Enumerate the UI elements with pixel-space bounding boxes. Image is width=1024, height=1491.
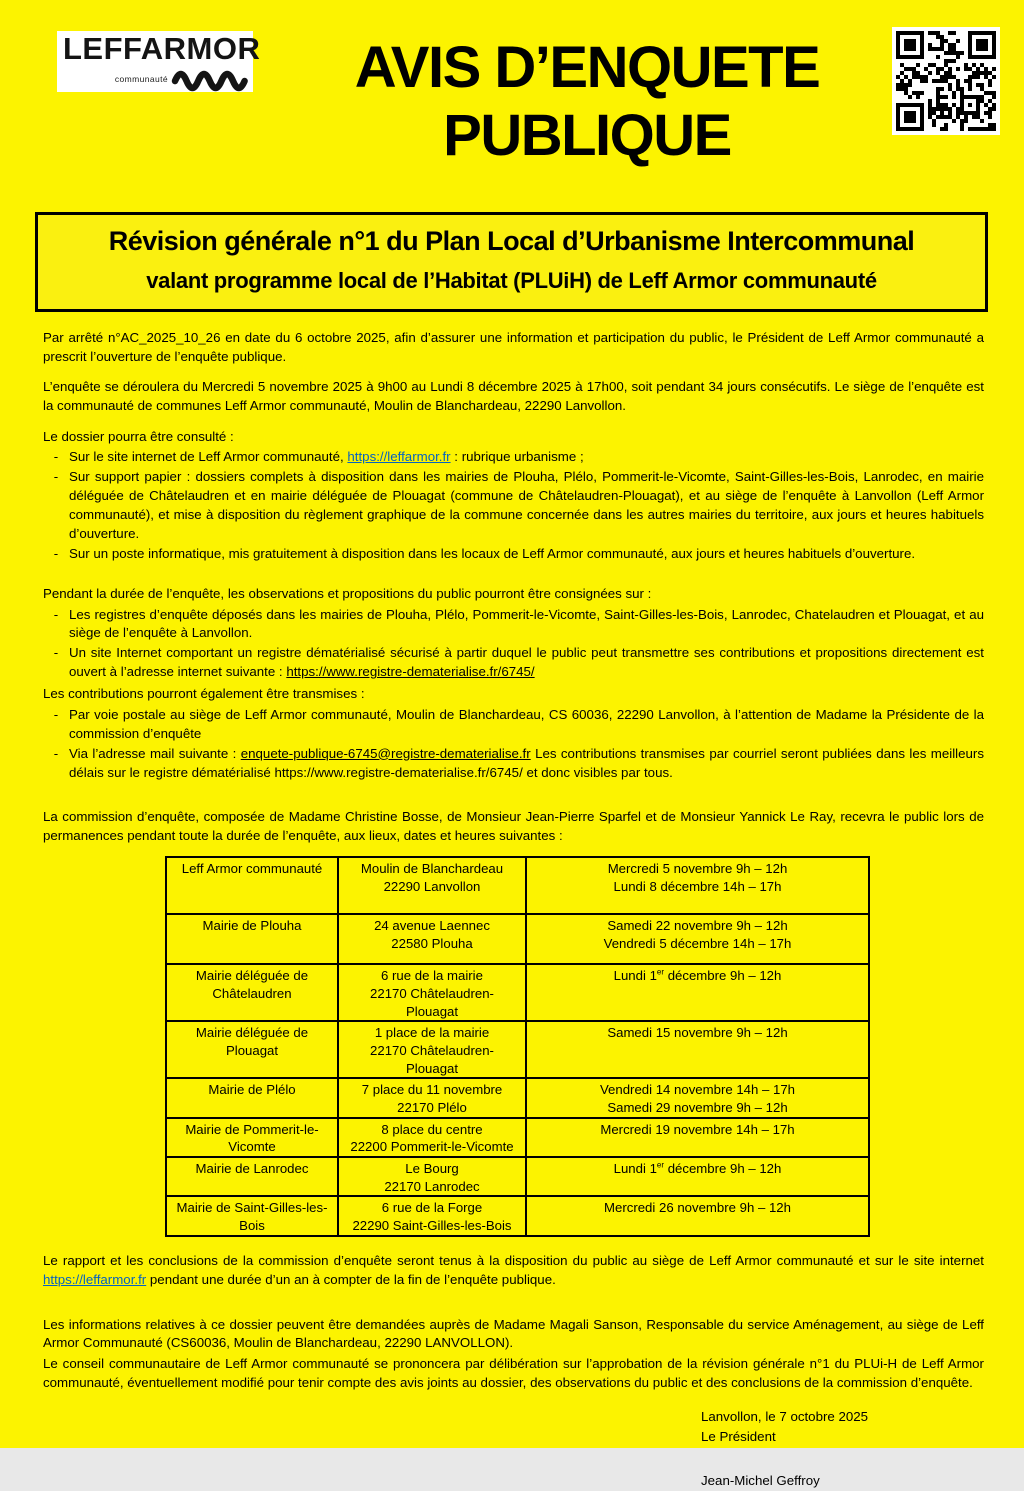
text-segment: Sur le site internet de Leff Armor communauté, [69, 449, 348, 465]
table-row [166, 1021, 869, 1078]
cell-place: Mairie de Plouha [166, 914, 338, 964]
table-row [166, 1118, 869, 1157]
cell-times: Mercredi 26 novembre 9h – 12h [526, 1196, 869, 1235]
text-segment: pendant une durée d’un an à compter de la fin de l’enquête publique. [146, 1271, 556, 1287]
bullet-marker: - [53, 745, 59, 761]
leffarmor-logo [57, 31, 261, 92]
text-segment: Les contributions transmises par courriel seront publiées dans les meilleurs délais sur le registre dématérialisé https://www.registre-dematerialise.fr/6745/ et donc visibles par tous. [69, 745, 984, 780]
text-segment: : rubrique urbanisme ; [450, 449, 584, 465]
cell-address: Moulin de Blanchardeau 22290 Lanvollon [338, 857, 526, 914]
registre-dematerialise-link[interactable]: https://www.registre-dematerialise.fr/6745/ [286, 664, 535, 680]
bullet-marker: - [53, 449, 59, 465]
cell-place: Mairie de Pommerit-le-Vicomte [166, 1118, 338, 1157]
cell-times: Samedi 15 novembre 9h – 12h [526, 1021, 869, 1078]
rapport-paragraph [43, 1252, 984, 1290]
banner-line-2: valant programme local de l’Habitat (PLUiH) de Leff Armor communauté [146, 268, 877, 293]
cell-address: 1 place de la mairie 22170 Châtelaudren- Plouagat [338, 1021, 526, 1078]
wave-icon [171, 64, 247, 90]
notice-body [0, 329, 1024, 1491]
intro-paragraph-1: Par arrêté n°AC_2025_10_26 en date du 6 octobre 2025, afin d’assurer une information et participation du public, le Président de Leff Armor communauté a prescrit l’ouverture de l’enquête publique. [43, 330, 984, 364]
cell-address: 8 place du centre 22200 Pommerit-le-Vicomte [338, 1118, 526, 1157]
dossier-heading: Le dossier pourra être consulté : [43, 428, 234, 444]
list-item [43, 644, 984, 682]
list-item-text: Sur un poste informatique, mis gratuitement à disposition dans les locaux de Leff Armor communauté, aux jours et heures habituels d’ouverture. [69, 545, 916, 561]
table-row [166, 1196, 869, 1235]
title-line-1: AVIS D’ENQUETE [354, 35, 820, 100]
list-item [43, 745, 984, 783]
contributions-list [43, 706, 984, 783]
cell-times: Mercredi 5 novembre 9h – 12h Lundi 8 décembre 14h – 17h [526, 857, 869, 914]
banner-line-1: Révision générale n°1 du Plan Local d’Urbanisme Intercommunal [108, 226, 915, 256]
conseil-paragraph: Le conseil communautaire de Leff Armor communauté se prononcera par délibération sur l’approbation de la révision générale n°1 du PLUi-H de Leff Armor communauté, éventuellement modifié pour tenir compte des avis joints au dossier, des observations du public et des conclusions de la commission d’enquête. [43, 1356, 984, 1391]
list-item [43, 468, 984, 544]
cell-place: Mairie déléguée de Châtelaudren [166, 964, 338, 1021]
text-segment: Le rapport et les conclusions de la commission d’enquête seront tenus à la disposition du public au siège de Leff Armor communauté et sur le site internet [43, 1252, 984, 1268]
cell-times: Samedi 22 novembre 9h – 12h Vendredi 5 décembre 14h – 17h [526, 914, 869, 964]
infos-paragraph: Les informations relatives à ce dossier peuvent être demandées auprès de Madame Magali Sanson, Responsable du service Aménagement, au siège de Leff Armor Communauté (CS60036, Moulin de Blanchardeau, 22290 LANVOLLON). [43, 1316, 984, 1351]
cell-address: 6 rue de la mairie 22170 Châtelaudren- Plouagat [338, 964, 526, 1021]
table-row [166, 964, 869, 1021]
header [0, 0, 1024, 206]
bullet-marker: - [53, 606, 59, 622]
cell-times: Lundi 1er décembre 9h – 12h [526, 964, 869, 1021]
dossier-list [43, 448, 984, 563]
qr-code [892, 27, 1000, 135]
table-row [166, 857, 869, 914]
list-item [43, 706, 984, 744]
cell-times: Vendredi 14 novembre 14h – 17h Samedi 29 novembre 9h – 12h [526, 1078, 869, 1117]
cell-place: Leff Armor communauté [166, 857, 338, 914]
logo-text: LEFFARMOR [63, 31, 261, 66]
list-item [43, 448, 984, 467]
cell-times: Lundi 1er décembre 9h – 12h [526, 1157, 869, 1196]
signature-name: Jean-Michel Geffroy [701, 1472, 820, 1488]
signature-block [701, 1407, 984, 1491]
list-item-text [69, 745, 984, 783]
cell-place: Mairie de Saint-Gilles-les-Bois [166, 1196, 338, 1235]
list-item [43, 606, 984, 644]
list-item [43, 545, 984, 564]
logo-subtitle: communauté [114, 74, 168, 84]
list-item-text [69, 448, 984, 467]
text-segment: Un site Internet comportant un registre dématérialisé sécurisé à partir duquel le public peut transmettre ses contributions et propositions directement est ouvert à l’adresse internet suivante : [69, 645, 984, 680]
bullet-marker: - [53, 545, 59, 561]
observations-heading: Pendant la durée de l’enquête, les observations et propositions du public pourront être consignées sur : [43, 585, 652, 601]
contributions-heading: Les contributions pourront également être transmises : [43, 686, 365, 701]
signature-role: Le Président [701, 1428, 776, 1444]
signature-place-date: Lanvollon, le 7 octobre 2025 [701, 1409, 869, 1424]
bullet-marker: - [53, 469, 59, 485]
cell-place: Mairie déléguée de Plouagat [166, 1021, 338, 1078]
cell-address: 24 avenue Laennec 22580 Plouha [338, 914, 526, 964]
commission-paragraph: La commission d’enquête, composée de Madame Christine Bosse, de Monsieur Jean-Pierre Sparfel et de Monsieur Yannick Le Ray, recevra le public lors de permanences pendant toute la durée de l’enquête, aux lieux, dates et heures suivantes : [43, 809, 984, 844]
list-item-text: Sur support papier : dossiers complets à disposition dans les mairies de Plouha, Plélo, Pommerit-le-Vicomte, Saint-Gilles-les-Bois, Lanrodec, en mairie déléguée de Châtelaudren et en mairie déléguée de Plouagat (commune de Châtelaudren-Plouagat), et au siège de l’enquête à Lanvollon (Leff Armor communauté), et mise à disposition du règlement graphique de la commune concernée dans les autres mairies du territoire, aux jours et heures habituels d’ouverture. [69, 469, 984, 541]
permanences-table [165, 856, 870, 1237]
table-row [166, 1157, 869, 1196]
list-item-text: Les registres d’enquête déposés dans les mairies de Plouha, Plélo, Pommerit-le-Vicomte, Saint-Gilles-les-Bois, Lanrodec, Chatelaudren et Plouagat, et au siège de l’enquête à Lanvollon. [69, 606, 984, 641]
email-link[interactable]: enquete-publique-6745@registre-dematerialise.fr [240, 745, 531, 761]
cell-times: Mercredi 19 novembre 14h – 17h [526, 1118, 869, 1157]
intro-paragraph-2: L’enquête se déroulera du Mercredi 5 novembre 2025 à 9h00 au Lundi 8 décembre 2025 à 17h00, soit pendant 34 jours consécutifs. Le siège de l’enquête est la communauté de communes Leff Armor communauté, Moulin de Blanchardeau, 22290 Lanvollon. [43, 378, 984, 413]
list-item-text: Par voie postale au siège de Leff Armor communauté, Moulin de Blanchardeau, CS 60036, 22290 Lanvollon, à l’attention de Madame la Présidente de la commission d’enquête [69, 706, 984, 741]
cell-place: Mairie de Lanrodec [166, 1157, 338, 1196]
table-row [166, 914, 869, 964]
cell-address: Le Bourg 22170 Lanrodec [338, 1157, 526, 1196]
subject-banner [35, 212, 988, 312]
cell-address: 7 place du 11 novembre 22170 Plélo [338, 1078, 526, 1117]
leffarmor-link[interactable]: https://leffarmor.fr [43, 1271, 147, 1287]
observations-list [43, 606, 984, 683]
title-line-2: PUBLIQUE [443, 103, 731, 169]
list-item-text [69, 644, 984, 682]
cell-place: Mairie de Plélo [166, 1078, 338, 1117]
bullet-marker: - [53, 706, 59, 722]
bullet-marker: - [53, 645, 59, 661]
table-row [166, 1078, 869, 1117]
cell-address: 6 rue de la Forge 22290 Saint-Gilles-les-Bois [338, 1196, 526, 1235]
text-segment: Via l’adresse mail suivante : [69, 745, 241, 761]
leffarmor-link[interactable]: https://leffarmor.fr [347, 449, 451, 465]
